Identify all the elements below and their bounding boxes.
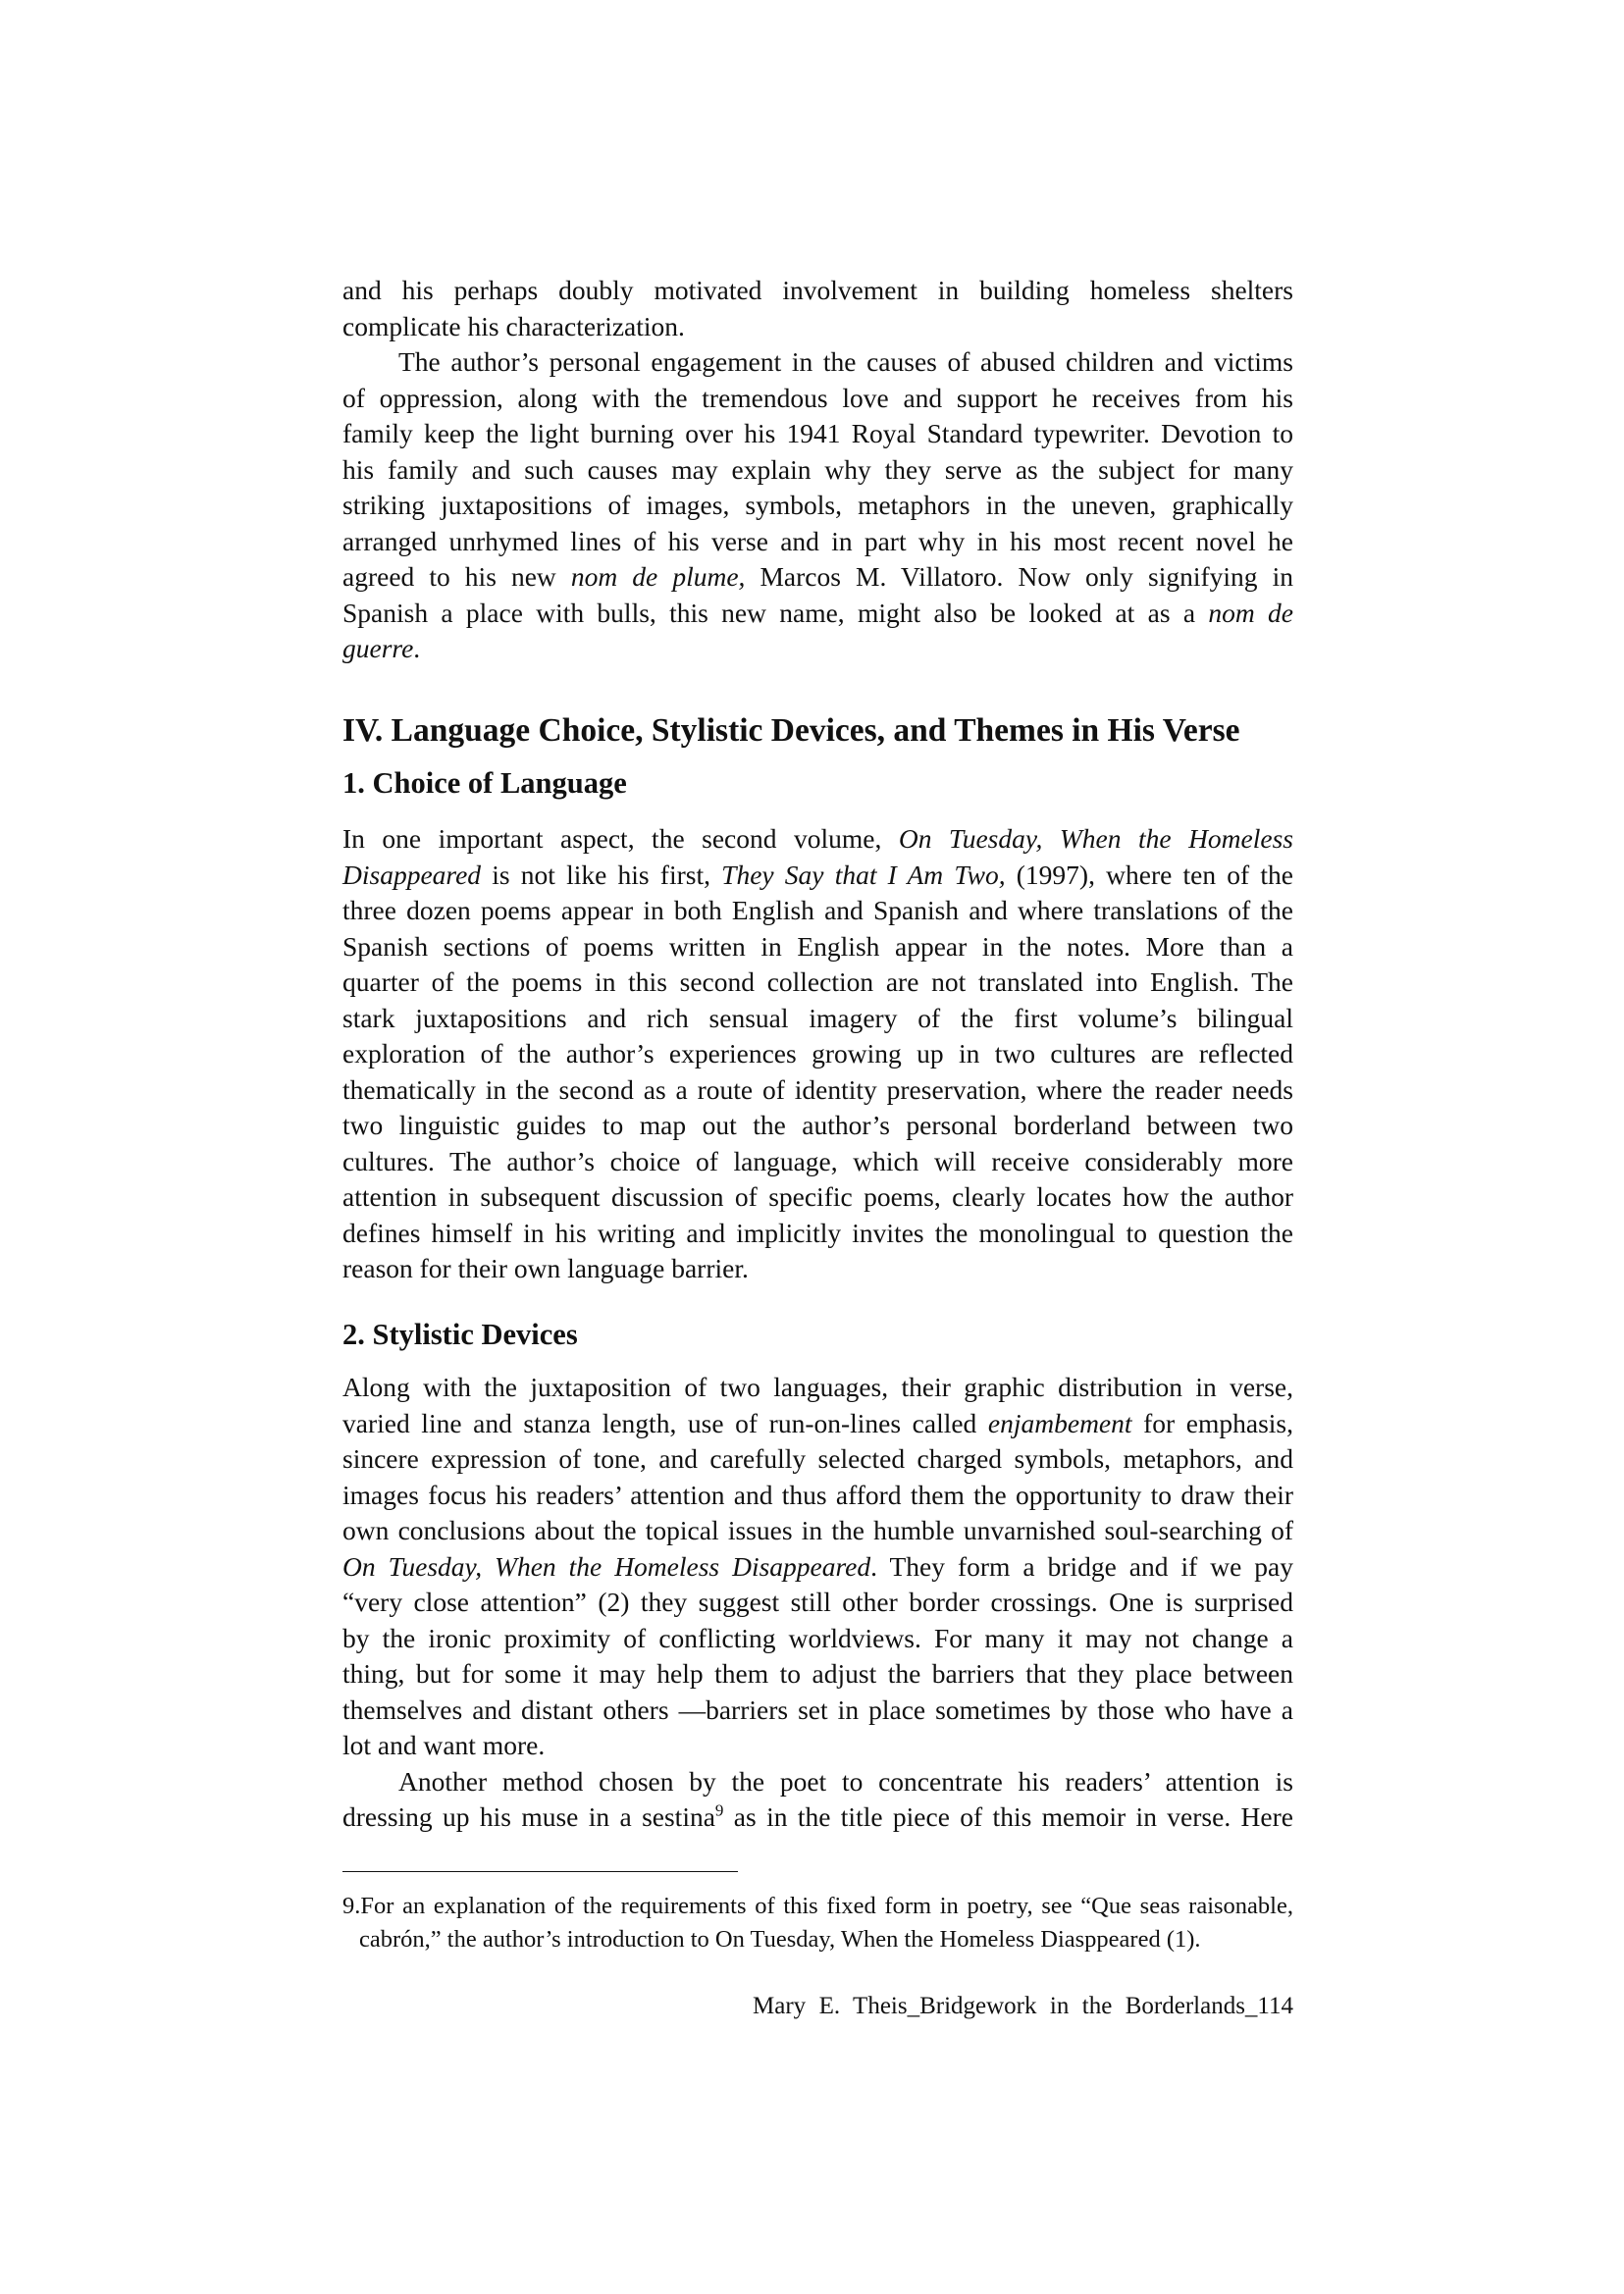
text-line: and his perhaps doubly motivated involvement in building homeless shelters [342, 275, 1293, 305]
text-line: of oppression, along with the tremendous love and support he receives from his [342, 382, 1293, 413]
text-line: cultures. The author’s choice of language, which will receive considerably more [342, 1145, 1293, 1176]
text-line: stark juxtapositions and rich sensual imagery of the first volume’s bilingual [342, 1002, 1293, 1033]
text-line: quarter of the poems in this second collection are not translated into English. The [342, 966, 1293, 997]
text-line: complicate his characterization. [342, 310, 685, 341]
text-segment: In one important aspect, the second volume, [342, 823, 899, 854]
footnote [342, 1890, 1293, 1957]
subsection-heading: 2. Stylistic Devices [342, 1318, 578, 1351]
text-line [342, 631, 1293, 667]
text-segment: agreed to his new [342, 561, 571, 592]
text-line: images focus his readers’ attention and thus afford them the opportunity to draw their [342, 1479, 1293, 1510]
footnote-reference: 9 [714, 1800, 724, 1820]
text-line [342, 858, 1293, 894]
text-line: own conclusions about the topical issues in the humble unvarnished soul-searching of [342, 1515, 1293, 1545]
text-line: Another method chosen by the poet to concentrate his readers’ attention is [398, 1765, 1293, 1797]
text-segment: for emphasis, [1131, 1407, 1293, 1438]
text-line: cabrón,” the author’s introduction to On Tuesday, When the Homeless Diasppeared (1). [359, 1926, 1201, 1954]
text-line: lot and want more. [342, 1730, 546, 1760]
text-line: three dozen poems appear in both English and Spanish and where translations of the [342, 895, 1293, 925]
text-line [342, 1406, 1293, 1442]
text-line: 9.For an explanation of the requirements of this fixed form in poetry, see “Que seas raisonable, [342, 1893, 1293, 1919]
text-segment: . They form a bridge and if we pay [870, 1550, 1293, 1582]
italic-text: On Tuesday, When the Homeless Disappeared [342, 1550, 871, 1582]
italic-text: enjambement [987, 1407, 1132, 1438]
text-line [342, 559, 1293, 596]
body-text-block [342, 821, 1293, 1287]
footnote-divider [342, 1871, 738, 1872]
text-line: striking juxtapositions of images, symbols, metaphors in the uneven, graphically [342, 490, 1293, 520]
text-line: thematically in the second as a route of identity preservation, where the reader needs [342, 1073, 1293, 1105]
text-line: “very close attention” (2) they suggest still other border crossings. One is surprised [342, 1587, 1293, 1617]
text-segment: varied line and stanza length, use of run-on-lines called [342, 1407, 988, 1438]
italic-text: nom de plume, [570, 561, 746, 592]
text-line: attention in subsequent discussion of specific poems, clearly locates how the author [342, 1181, 1293, 1212]
italic-text: On Tuesday, When the Homeless [898, 823, 1293, 854]
text-segment: . [413, 633, 421, 663]
text-line: defines himself in his writing and implicitly invites the monolingual to question the [342, 1217, 1293, 1248]
subsection-heading: 1. Choice of Language [342, 766, 627, 800]
text-line: Spanish sections of poems written in English appear in the notes. More than a [342, 930, 1293, 962]
text-segment: is not like his first, [481, 859, 722, 890]
text-line: arranged unrhymed lines of his verse and in part why in his most recent novel he [342, 525, 1293, 556]
paragraph [342, 273, 1293, 344]
text-segment: as in the title piece of this memoir in verse. Here [723, 1801, 1293, 1832]
text-segment: dressing up his muse in a sestina [342, 1801, 715, 1832]
text-line: exploration of the author’s experiences growing up in two cultures are reflected [342, 1038, 1293, 1069]
text-line: reason for their own language barrier. [342, 1253, 749, 1283]
text-segment: (1997), where ten of the [1005, 859, 1293, 890]
text-line: two linguistic guides to map out the author’s personal borderland between two [342, 1110, 1293, 1140]
text-line: themselves and distant others —barriers set in place sometimes by those who have a [342, 1694, 1293, 1725]
text-line [342, 821, 1293, 858]
text-line: thing, but for some it may help them to adjust the barriers that they place between [342, 1658, 1293, 1689]
text-line [342, 1549, 1293, 1586]
paragraph [342, 1764, 1293, 1836]
running-footer: Mary E. Theis_Bridgework in the Borderlands_114 [753, 1993, 1293, 2019]
body-text-block [342, 1370, 1293, 1836]
text-line: sincere expression of tone, and carefully selected charged symbols, metaphors, and [342, 1443, 1293, 1474]
section-heading: IV. Language Choice, Stylistic Devices, and Themes in His Verse [342, 712, 1240, 749]
text-line: family keep the light burning over his 1941 Royal Standard typewriter. Devotion to [342, 418, 1293, 448]
text-line [342, 596, 1293, 632]
italic-text: They Say that I Am Two, [721, 859, 1006, 890]
text-segment: Marcos M. Villatoro. Now only signifying in [745, 561, 1293, 592]
italic-text: Disappeared [342, 859, 482, 890]
body-text-block [342, 273, 1293, 667]
paragraph [342, 344, 1293, 667]
text-line: his family and such causes may explain why they serve as the subject for many [342, 453, 1293, 485]
text-line: The author’s personal engagement in the causes of abused children and victims [398, 346, 1293, 377]
text-line: by the ironic proximity of conflicting worldviews. For many it may not change a [342, 1622, 1293, 1653]
footnote-block [342, 1890, 1293, 1957]
italic-text: guerre [342, 633, 414, 663]
text-line [342, 1799, 1293, 1836]
italic-text: nom de [1208, 597, 1293, 628]
text-segment: Spanish a place with bulls, this new name, might also be looked at as a [342, 597, 1209, 628]
text-line: Along with the juxtaposition of two languages, their graphic distribution in verse, [342, 1372, 1293, 1402]
paragraph [342, 1370, 1293, 1764]
paragraph [342, 821, 1293, 1287]
